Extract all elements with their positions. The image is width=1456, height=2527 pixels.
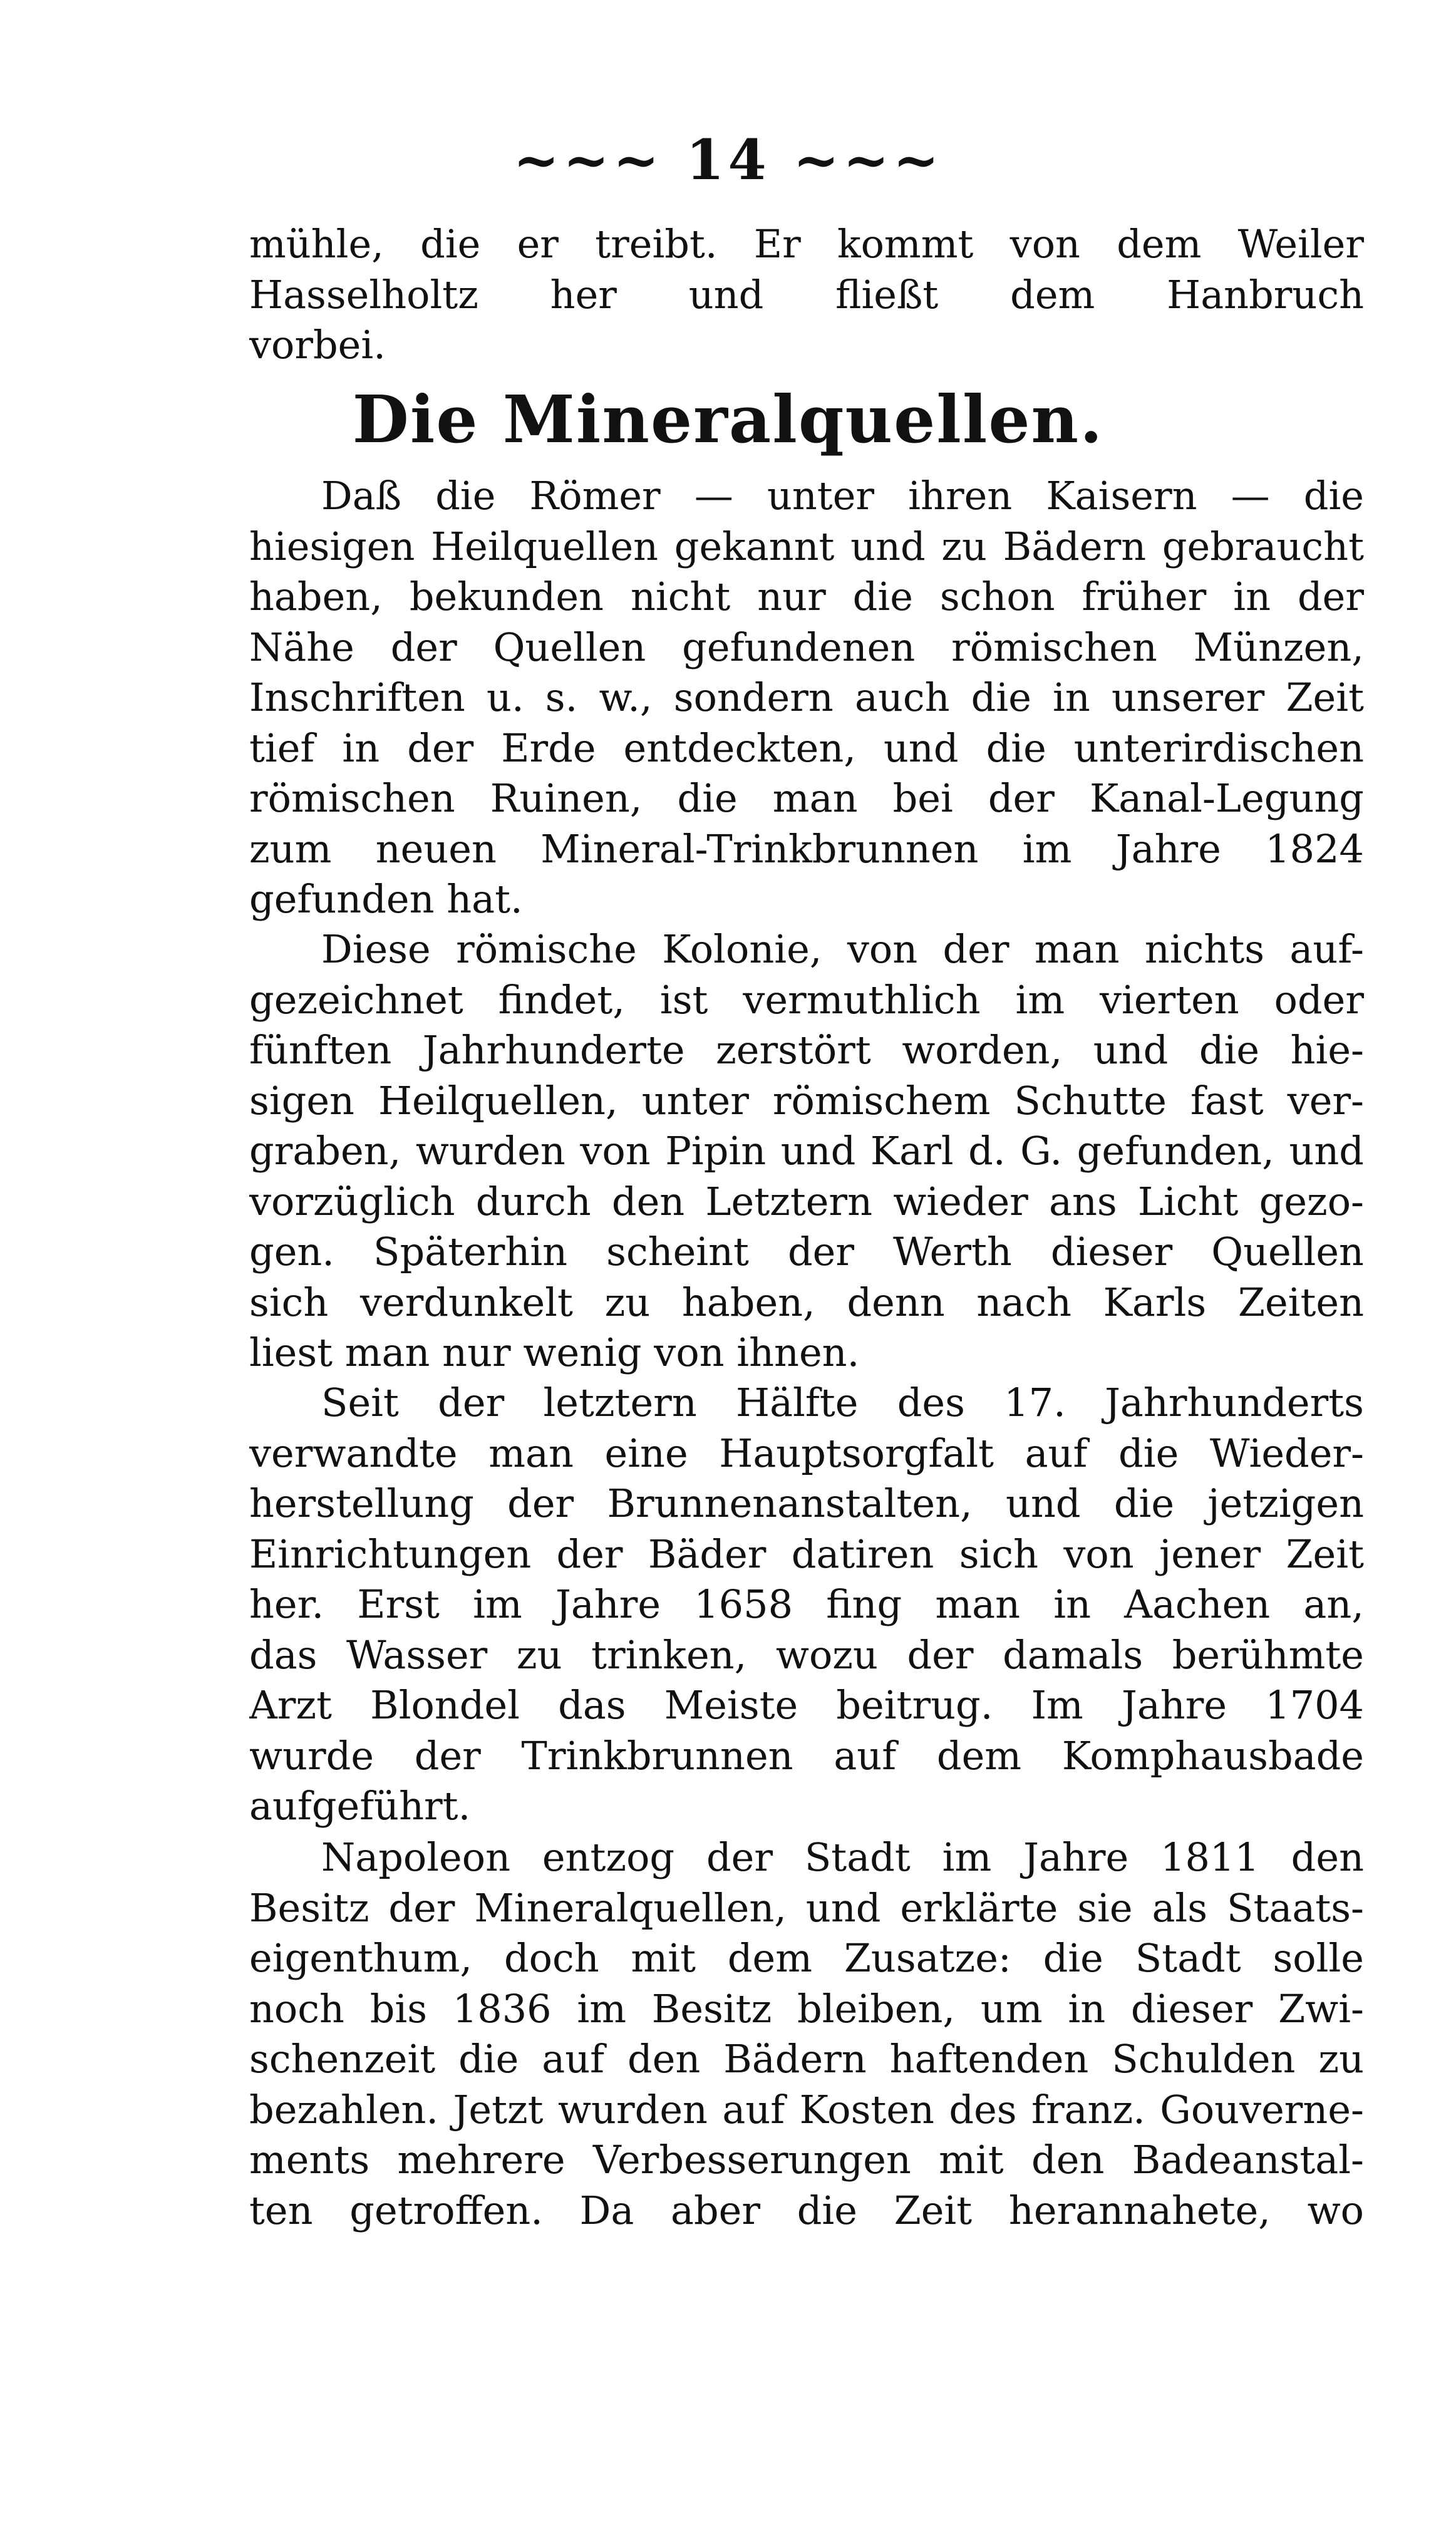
text-line: eigenthum, doch mit dem Zusatze: die Stadt solle: [249, 1935, 1364, 1981]
text-line: fünften Jahrhunderte zerstört worden, und die hie-: [249, 1027, 1364, 1073]
text-line: tief in der Erde entdeckten, und die unterirdischen: [249, 725, 1364, 771]
text-line: herstellung der Brunnenanstalten, und die jetzigen: [249, 1481, 1364, 1526]
text-line: Einrichtungen der Bäder datiren sich von jener Zeit: [249, 1531, 1364, 1577]
text-line: Daß die Römer — unter ihren Kaisern — die: [321, 473, 1364, 519]
text-line: liest man nur wenig von ihnen.: [249, 1330, 860, 1375]
text-line: sich verdunkelt zu haben, denn nach Karls Zeiten: [249, 1279, 1364, 1325]
paragraph-3: [249, 1378, 1364, 1832]
text-line: hiesigen Heilquellen gekannt und zu Bädern gebraucht: [249, 523, 1364, 569]
section-title: Die Mineralquellen.: [352, 381, 1104, 458]
text-line: Nähe der Quellen gefundenen römischen Münzen,: [249, 624, 1364, 670]
text-line: bezahlen. Jetzt wurden auf Kosten des franz. Gouverne-: [249, 2086, 1364, 2132]
text-line: Hasselholtz her und fließt dem Hanbruch: [249, 271, 1364, 318]
paragraph-2: [249, 924, 1364, 1378]
text-line: noch bis 1836 im Besitz bleiben, um in dieser Zwi-: [249, 1985, 1364, 2032]
text-line: sigen Heilquellen, unter römischem Schutte fast ver-: [249, 1077, 1364, 1124]
paragraph-4: [249, 1832, 1364, 2236]
text-line: her. Erst im Jahre 1658 fing man in Aachen an,: [249, 1581, 1364, 1627]
intro-text: [249, 219, 1364, 371]
text-line: Diese römische Kolonie, von der man nichts auf-: [321, 926, 1364, 972]
page-number: ~~~ 14 ~~~: [513, 127, 943, 192]
text-line: graben, wurden von Pipin und Karl d. G. gefunden, und: [249, 1128, 1364, 1174]
text-line: gezeichnet findet, ist vermuthlich im vierten oder: [249, 976, 1364, 1023]
text-line: wurde der Trinkbrunnen auf dem Komphausbade: [249, 1732, 1364, 1779]
text-line: ten getroffen. Da aber die Zeit herannahete, wo: [249, 2187, 1364, 2233]
text-line: Arzt Blondel das Meiste beitrug. Im Jahre 1704: [249, 1682, 1364, 1728]
text-line: Seit der letztern Hälfte des 17. Jahrhunderts: [321, 1380, 1364, 1425]
text-line: Napoleon entzog der Stadt im Jahre 1811 den: [321, 1834, 1364, 1880]
text-line: haben, bekunden nicht nur die schon früher in der: [249, 574, 1364, 619]
text-line: das Wasser zu trinken, wozu der damals berühmte: [249, 1631, 1364, 1678]
text-line: verwandte man eine Hauptsorgfalt auf die Wieder-: [249, 1430, 1364, 1476]
text-line: vorbei.: [249, 322, 386, 368]
text-line: ments mehrere Verbesserungen mit den Badeanstal-: [249, 2137, 1364, 2183]
text-line: Inschriften u. s. w., sondern auch die in unserer Zeit: [249, 674, 1364, 720]
text-line: römischen Ruinen, die man bei der Kanal-Legung: [249, 775, 1364, 821]
text-line: zum neuen Mineral-Trinkbrunnen im Jahre 1824: [249, 825, 1364, 872]
text-line: gefunden hat.: [249, 876, 523, 922]
text-line: schenzeit die auf den Bädern haftenden Schulden zu: [249, 2036, 1364, 2082]
text-line: gen. Späterhin scheint der Werth dieser Quellen: [249, 1229, 1364, 1274]
text-line: aufgeführt.: [249, 1783, 471, 1829]
text-line: vorzüglich durch den Letztern wieder ans Licht gezo-: [249, 1178, 1364, 1224]
text-line: Besitz der Mineralquellen, und erklärte sie als Staats-: [249, 1884, 1364, 1931]
text-line: mühle, die er treibt. Er kommt von dem Weiler: [249, 221, 1364, 267]
paragraph-1: [249, 471, 1364, 925]
